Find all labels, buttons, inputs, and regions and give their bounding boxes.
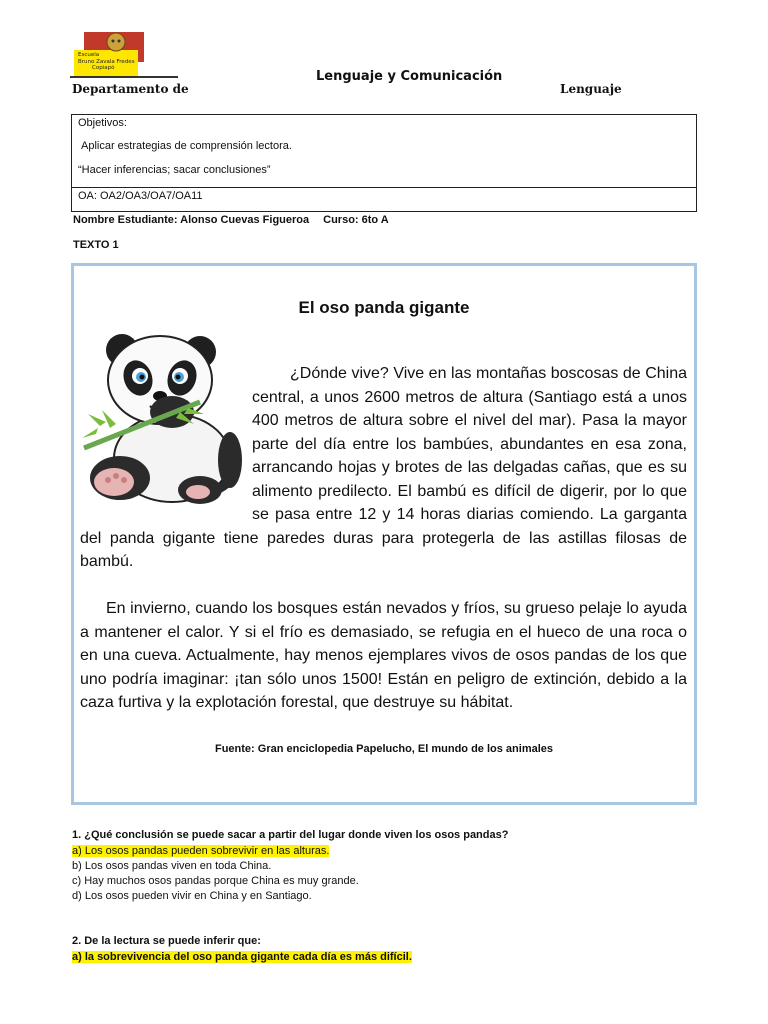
student-info [73,214,389,226]
school-logo [70,32,152,76]
answer-option-selected: a) Los osos pandas pueden sobrevivir en las alturas. [72,845,330,857]
reading-title: El oso panda gigante [298,298,470,317]
question-title: 1. ¿Qué conclusión se puede sacar a partir del lugar donde viven los osos pandas? [72,829,509,841]
header-rule [70,76,178,78]
objectives-heading: Objetivos: [78,117,127,129]
student-name: Nombre Estudiante: Alonso Cuevas Figueroa [73,214,310,226]
reading-paragraph: En invierno, cuando los bosques están nevados y fríos, su grueso pelaje lo ayuda a mantener el calor. Y si el frío es demasiado, se refugia en el hueco de una roca o en una cueva. Actualmente, hay menos ejemplares vivos de osos pandas de los que uno podría imaginar: ¡tan sólo unos 1500! Están en peligro de extinción, debido a la caza furtiva y la explotación forestal, que destruye su hábitat. [80,600,687,711]
reading-paragraph [80,362,687,574]
reading-source: Fuente: Gran enciclopedia Papelucho, El mundo de los animales [214,743,554,755]
logo-text-line: Escuela [78,52,100,58]
objective-item: “Hacer inferencias; sacar conclusiones” [78,164,271,176]
answer-option: c) Hay muchos osos pandas porque China es muy grande. [72,875,359,887]
text-label: TEXTO 1 [73,239,119,251]
department-name: Lenguaje [560,82,622,96]
question-title: 2. De la lectura se puede inferir que: [72,935,261,947]
answer-option-selected: a) la sobrevivencia del oso panda gigante cada día es más difícil. [72,951,412,963]
answer-option: b) Los osos pandas viven en toda China. [72,860,272,872]
logo-text-line: Copiapó [92,65,115,71]
logo-text-line: Bruno Zavala Fredes [78,58,135,65]
answer-option [72,845,329,857]
objectives-box [71,114,697,212]
answer-option: d) Los osos pueden vivir en China y en Santiago. [72,890,312,902]
department-label: Departamento de [72,82,189,96]
answer-option [72,951,412,963]
oa-codes: OA: OA2/OA3/OA7/OA11 [78,190,203,202]
paragraph-text: ¿Dónde vive? Vive en las montañas boscosas de China central, a unos 2600 metros de altura (Santiago está a unos 400 metros de altura sobre el nivel del mar). Pasa la mayor parte del día entre los bambúes, abundantes en esa zona, arrancando hojas y brotes de las delgadas cañas, que es su alimento predilecto. El bambú es difícil de digerir, por lo que se pasa entre 12 y 14 horas diarias comiendo. La garganta del panda gigante tiene paredes duras para protegerla de las astillas filosas de bambú. [80,365,687,570]
subject-title: Lenguaje y Comunicación [316,69,503,84]
objective-item: Aplicar estrategias de comprensión lectora. [81,140,292,152]
student-course: Curso: 6to A [323,214,389,226]
box-divider [72,187,696,188]
